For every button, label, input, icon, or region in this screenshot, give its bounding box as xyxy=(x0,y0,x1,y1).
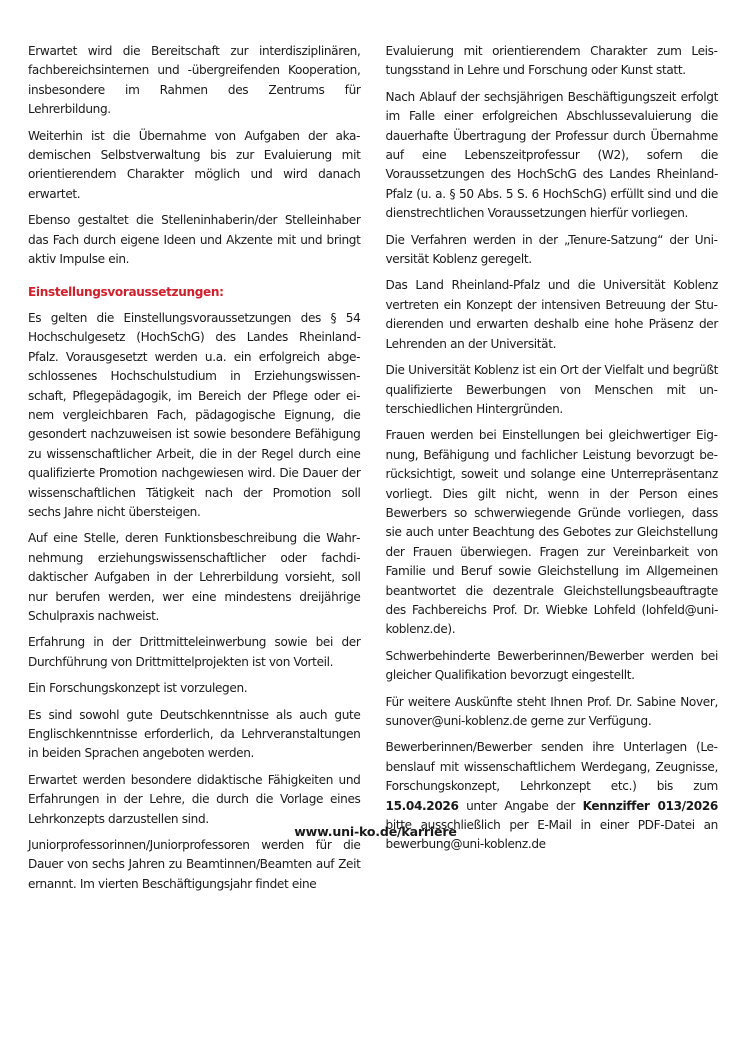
left-column xyxy=(28,42,361,901)
paragraph-equal-opportunity: Frauen werden bei Einstellungen bei gleichwertiger Eignung, Befähigung und fachlicher Leistung bevorzugt berücksichtigt, soweit und solange eine Unterrepräsentanz vorliegt. Dies gilt nicht, wenn in der Person eines Bewerbers so schwerwiegende Gründe vorliegen, dass sie auch unter Beachtung des Gebotes zur Gleichstellung der Frauen überwiegen. Fragen zur Vereinbarkeit von Familie und Beruf sowie Gleichstellung im Allgemeinen beantwortet die dezentrale Gleichstellungsbeauftragte des Fachbereichs Prof. Dr. Wiebke Lohfeld (lohfeld@uni-koblenz.de). xyxy=(385,428,718,637)
reference-number: Kennziffer 013/2026 xyxy=(582,798,718,813)
careers-url-link[interactable]: www.uni-ko.de/karriere xyxy=(294,824,457,839)
job-posting-body xyxy=(28,42,718,901)
application-deadline: 15.04.2026 xyxy=(385,798,459,813)
paragraph-tenure-statute: Die Verfahren werden in der „Tenure-Satzung“ der Universität Koblenz geregelt. xyxy=(385,232,718,267)
paragraph-interdisciplinary: Erwartet wird die Bereitschaft zur interdisziplinären, fachbereichsinternen und -übergreifenden Kooperation, insbesondere im Rahmen des Zentrums für Lehrerbildung. xyxy=(28,44,361,117)
paragraph-tenure: Nach Ablauf der sechsjährigen Beschäftigungszeit erfolgt im Falle einer erfolgreichen Abschlussevaluierung die dauerhafte Übertragung der Professur durch Übernahme auf eine Lebenszeitprofessur (W2), sofern die Voraussetzungen des HochSchG des Landes Rheinland-Pfalz (u. a. § 50 Abs. 5 S. 6 HochSchG) erfüllt sind und die dienstrechtlichen Voraussetzungen hierfür vorliegen. xyxy=(385,89,718,221)
paragraph-third-party-funding: Erfahrung in der Drittmitteleinwerbung sowie bei der Durchführung von Drittmittelprojekten ist von Vorteil. xyxy=(28,635,361,669)
paragraph-school-practice: Auf eine Stelle, deren Funktionsbeschreibung die Wahrnehmung erziehungswissenschaftlicher oder fachdidaktischer Aufgaben in der Lehrerbildung vorsieht, soll nur berufen werden, wer eine mindestens dreijährige Schulpraxis nachweist. xyxy=(28,531,361,623)
application-text-3: bitte ausschließlich per E-Mail in einer PDF-Datei an bewerbung@uni-koblenz.de xyxy=(385,818,718,852)
paragraph-presence: Das Land Rheinland-Pfalz und die Universität Koblenz vertreten ein Konzept der intensiven Betreuung der Studierenden und erwarten deshalb eine hohe Präsenz der Lehrenden an der Universität. xyxy=(385,278,718,351)
paragraph-contact: Für weitere Auskünfte steht Ihnen Prof. Dr. Sabine Nover, sunover@uni-koblenz.de gerne zur Verfügung. xyxy=(385,694,718,728)
section-heading-requirements: Einstellungsvoraussetzungen: xyxy=(28,285,224,300)
application-text-1: Bewerberinnen/Bewerber senden ihre Unterlagen (Lebenslauf mit wissenschaftlichem Werdegang, Zeugnisse, Forschungskonzept, Lehrkonzept etc.) bis zum xyxy=(385,740,718,794)
paragraph-diversity: Die Universität Koblenz ist ein Ort der Vielfalt und begrüßt qualifizierte Bewerbungen von Menschen mit unterschiedlichen Hintergründen. xyxy=(385,363,718,416)
right-column xyxy=(386,42,719,901)
paragraph-disability: Schwerbehinderte Bewerberinnen/Bewerber werden bei gleicher Qualifikation bevorzugt eingestellt. xyxy=(385,648,718,683)
paragraph-impulses: Ebenso gestaltet die Stelleninhaberin/der Stelleinhaber das Fach durch eigene Ideen und Akzente mit und bringt aktiv Impulse ein. xyxy=(28,213,361,267)
paragraph-evaluation: Evaluierung mit orientierendem Charakter zum Leistungsstand in Lehre und Forschung oder Kunst statt. xyxy=(385,44,718,78)
application-text-2: unter Angabe der xyxy=(458,798,583,813)
paragraph-language-skills: Es sind sowohl gute Deutschkenntnisse als auch gute Englischkenntnisse erforderlich, da Lehrveranstaltungen in beiden Sprachen angeboten werden. xyxy=(28,707,361,761)
paragraph-requirements: Es gelten die Einstellungsvoraussetzungen des § 54 Hochschulgesetz (HochSchG) des Landes Rheinland-Pfalz. Vorausgesetzt werden u.a. ein erfolgreich abgeschlossenes Hochschulstudium in Erziehungswissenschaft, Pflegepädagogik, im Bereich der Pflege oder einem vergleichbaren Fach, pädagogische Eignung, die gesondert nachzuweisen ist sowie besondere Befähigung zu wissenschaftlicher Arbeit, die in der Regel durch eine qualifizierte Promotion nachgewiesen wird. Die Dauer der wissenschaftlichen Tätigkeit nach der Promotion soll sechs Jahre nicht übersteigen. xyxy=(28,310,361,519)
paragraph-self-administration: Weiterhin ist die Übernahme von Aufgaben der akademischen Selbstverwaltung bis zur Evaluierung mit orientierendem Charakter möglich und wird danach erwartet. xyxy=(28,128,361,201)
paragraph-teaching-concept: Erwartet werden besondere didaktische Fähigkeiten und Erfahrungen in der Lehre, die durch die Vorlage eines Lehrkonzepts darzustellen sind. xyxy=(28,772,361,826)
paragraph-research-concept: Ein Forschungskonzept ist vorzulegen. xyxy=(28,681,248,696)
paragraph-appointment-terms: Juniorprofessorinnen/Juniorprofessoren werden für die Dauer von sechs Jahren zu Beamtinnen/Beamten auf Zeit ernannt. Im vierten Beschäftigungsjahr findet eine xyxy=(28,838,361,891)
